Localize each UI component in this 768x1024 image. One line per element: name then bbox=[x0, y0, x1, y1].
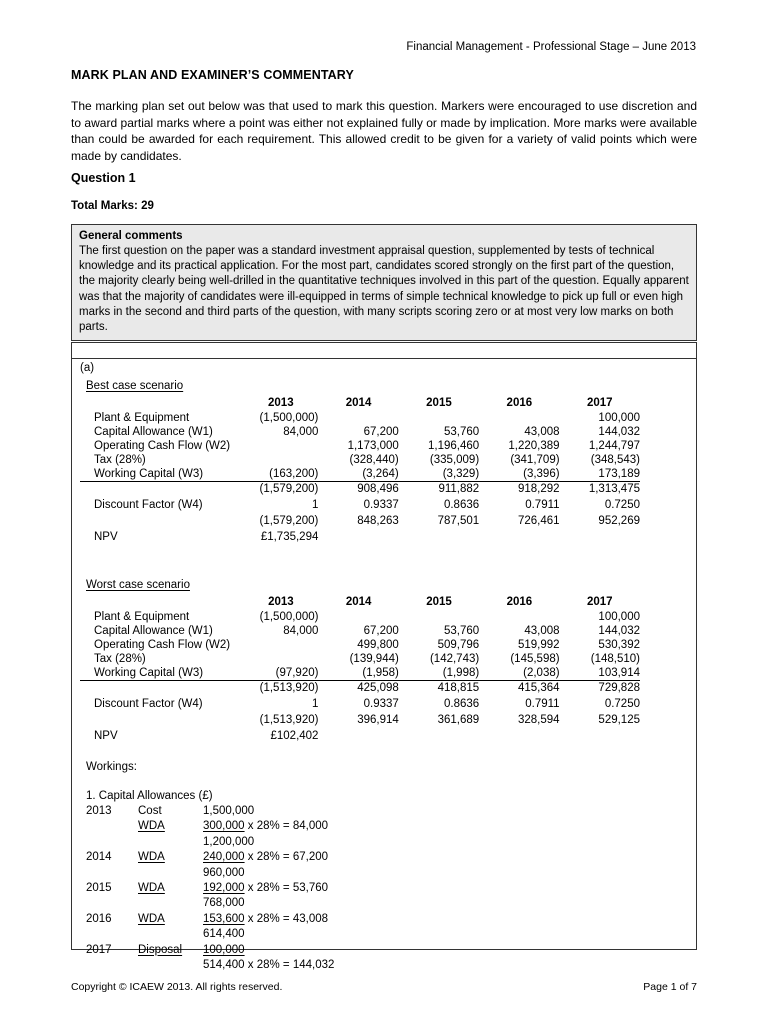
cell-value bbox=[243, 652, 318, 666]
capital-allowances-table bbox=[86, 804, 334, 973]
workings-type-label: WDA bbox=[138, 820, 165, 833]
workings-year bbox=[86, 896, 138, 911]
row-label bbox=[80, 482, 243, 497]
cell-value: 0.7250 bbox=[604, 499, 640, 511]
cell-value: 0.7911 bbox=[525, 698, 560, 710]
row-label bbox=[80, 681, 243, 696]
workings-year: 2014 bbox=[86, 851, 112, 864]
cell-value bbox=[318, 528, 398, 546]
answer-content bbox=[72, 359, 696, 972]
cell-value: 1,313,475 bbox=[560, 482, 640, 497]
best-case-table bbox=[80, 395, 640, 546]
total-marks: Total Marks: 29 bbox=[71, 200, 154, 212]
general-comments-heading: General comments bbox=[79, 230, 183, 242]
workings-type-label: Cost bbox=[138, 805, 162, 817]
cell-value: 415,364 bbox=[479, 681, 559, 696]
year-header-2013: 2013 bbox=[268, 596, 294, 608]
worst-case-heading: Worst case scenario bbox=[86, 579, 190, 591]
workings-row bbox=[86, 896, 334, 911]
workings-type bbox=[138, 912, 203, 927]
table-row bbox=[80, 467, 640, 482]
cell-value: 418,815 bbox=[399, 681, 479, 696]
cell-value: 1,244,797 bbox=[588, 440, 640, 452]
workings-amount: 768,000 bbox=[203, 897, 245, 910]
cell-value: 43,008 bbox=[524, 426, 560, 438]
workings-amount-cell bbox=[203, 896, 334, 911]
workings-type bbox=[138, 819, 203, 834]
worst-case-table bbox=[80, 594, 640, 745]
year-header-2013: 2013 bbox=[268, 397, 294, 409]
cell-value: (148,510) bbox=[590, 653, 640, 665]
cell-value: (145,598) bbox=[510, 653, 560, 665]
workings-amount: 240,000 bbox=[203, 851, 245, 864]
year-header-2015: 2015 bbox=[426, 596, 452, 608]
cell-value: 1,173,000 bbox=[347, 440, 399, 452]
page-title: MARK PLAN AND EXAMINER’S COMMENTARY bbox=[71, 68, 354, 82]
cell-value bbox=[243, 453, 318, 467]
workings-type bbox=[138, 850, 203, 865]
table-row bbox=[80, 727, 640, 745]
cell-value: 328,594 bbox=[518, 714, 560, 726]
cell-value: 0.8636 bbox=[444, 698, 480, 710]
row-label: Capital Allowance (W1) bbox=[94, 625, 213, 637]
table-row bbox=[80, 482, 640, 497]
row-label: Working Capital (W3) bbox=[94, 667, 204, 679]
row-label: Working Capital (W3) bbox=[94, 468, 204, 480]
workings-amount: 192,000 bbox=[203, 882, 245, 895]
workings-w1-title: 1. Capital Allowances (£) bbox=[86, 790, 213, 802]
workings-amount-cell bbox=[203, 866, 334, 881]
row-label bbox=[80, 713, 243, 727]
cell-value bbox=[479, 727, 559, 745]
table-row bbox=[80, 638, 640, 652]
cell-value bbox=[560, 528, 640, 546]
workings-type-label: WDA bbox=[138, 851, 165, 864]
cell-value: £1,735,294 bbox=[260, 531, 319, 543]
cell-value: 0.7250 bbox=[604, 698, 640, 710]
best-case-heading: Best case scenario bbox=[86, 380, 184, 392]
workings-amount-cell bbox=[203, 881, 334, 896]
workings-row bbox=[86, 927, 334, 942]
cell-value: 100,000 bbox=[598, 611, 640, 623]
cell-value: 396,914 bbox=[357, 714, 399, 726]
page-footer bbox=[71, 981, 697, 993]
workings-type bbox=[138, 804, 203, 819]
workings-amount-cell bbox=[203, 819, 334, 834]
cell-value: 53,760 bbox=[444, 625, 480, 637]
workings-amount: 960,000 bbox=[203, 866, 245, 879]
general-comments-box bbox=[71, 224, 697, 341]
cell-value: 144,032 bbox=[598, 426, 640, 438]
cell-value: (328,440) bbox=[349, 454, 399, 466]
workings-amount: 614,400 bbox=[203, 928, 245, 941]
cell-value: 499,800 bbox=[357, 639, 399, 651]
cell-value: (163,200) bbox=[269, 468, 319, 480]
cell-value: 67,200 bbox=[363, 625, 399, 637]
row-label: Plant & Equipment bbox=[94, 412, 190, 424]
row-label: Plant & Equipment bbox=[94, 611, 190, 623]
table-row bbox=[80, 713, 640, 727]
cell-value: (1,513,920) bbox=[243, 681, 318, 696]
workings-amount-cell bbox=[203, 850, 334, 865]
cell-value: 0.9337 bbox=[363, 698, 399, 710]
workings-row bbox=[86, 819, 334, 834]
cell-value: 908,496 bbox=[318, 482, 398, 497]
table-row bbox=[80, 496, 640, 514]
workings-year: 2017 bbox=[86, 943, 112, 956]
cell-value bbox=[243, 439, 318, 453]
cell-value: 103,914 bbox=[598, 667, 640, 679]
table-row bbox=[80, 528, 640, 546]
workings-label: Workings: bbox=[86, 761, 137, 773]
cell-value: 787,501 bbox=[437, 515, 480, 527]
table-row bbox=[80, 411, 640, 425]
workings-calc: x 28% = 53,760 bbox=[244, 882, 329, 895]
table-row bbox=[80, 425, 640, 439]
cell-value: (1,958) bbox=[362, 667, 399, 679]
workings-row bbox=[86, 912, 334, 927]
general-comments-body: The first question on the paper was a standard investment appraisal question, supplemented by tests of technical knowledge and its practical application. For the most part, candidates scored strongly on the first part of the question, the majority clearly being well-drilled in the quantitative techniques involved in this part of the question. Equally apparent was that the majority of candidates were ill-equipped in terms of simple technical knowledge to pick up full or even high marks in the second and third parts of the question, with many scripts scoring zero or at most very low marks on both parts. bbox=[79, 245, 689, 334]
workings-calc: x 28% = 43,008 bbox=[244, 912, 329, 925]
cell-value: 1 bbox=[311, 499, 319, 511]
cell-value: 0.8636 bbox=[443, 499, 480, 511]
workings-row bbox=[86, 866, 334, 881]
answer-box-top-row bbox=[72, 343, 696, 359]
best-case-header-row bbox=[80, 395, 640, 411]
cell-value: (3,264) bbox=[362, 468, 399, 480]
workings-amount-cell bbox=[203, 835, 334, 850]
workings-type bbox=[138, 896, 203, 911]
cell-value: 1 bbox=[312, 698, 319, 710]
cell-value: 1,196,460 bbox=[427, 440, 480, 452]
cell-value: (3,396) bbox=[523, 468, 560, 480]
cell-value: 144,032 bbox=[598, 625, 640, 637]
cell-value bbox=[399, 411, 479, 425]
table-row bbox=[80, 681, 640, 696]
workings-row bbox=[86, 881, 334, 896]
workings-amount-cell bbox=[203, 927, 334, 942]
workings-amount: 514,400 bbox=[203, 959, 245, 972]
cell-value: 529,125 bbox=[598, 714, 640, 726]
cell-value: 726,461 bbox=[517, 515, 560, 527]
cell-value: 43,008 bbox=[524, 625, 560, 637]
table-row bbox=[80, 610, 640, 624]
cell-value: (348,543) bbox=[590, 454, 640, 466]
workings-amount: 100,000 bbox=[203, 943, 245, 956]
table-row bbox=[80, 624, 640, 638]
cell-value: (139,944) bbox=[349, 653, 399, 665]
table-row bbox=[80, 439, 640, 453]
cell-value bbox=[318, 411, 398, 425]
workings-type bbox=[138, 881, 203, 896]
row-label bbox=[80, 514, 243, 528]
workings-year bbox=[86, 835, 138, 850]
year-header-2017: 2017 bbox=[586, 397, 613, 409]
year-header-2016: 2016 bbox=[506, 397, 533, 409]
cell-value bbox=[318, 727, 398, 745]
workings-type-label: WDA bbox=[138, 912, 165, 925]
row-label: Operating Cash Flow (W2) bbox=[94, 440, 231, 452]
table-row bbox=[80, 514, 640, 528]
cell-value: 918,292 bbox=[479, 482, 559, 497]
cell-value: (341,709) bbox=[510, 454, 560, 466]
cell-value: (3,329) bbox=[442, 468, 480, 480]
cell-value: 173,189 bbox=[598, 468, 640, 480]
workings-year: 2016 bbox=[86, 912, 112, 925]
cell-value: (1,579,200) bbox=[243, 482, 318, 497]
cell-value bbox=[479, 411, 559, 425]
workings-type bbox=[138, 835, 203, 850]
table-row bbox=[80, 695, 640, 713]
cell-value bbox=[479, 610, 559, 624]
workings-amount-cell bbox=[203, 958, 334, 973]
workings-row bbox=[86, 850, 334, 865]
row-label: NPV bbox=[94, 531, 118, 543]
cell-value: £102,402 bbox=[270, 730, 319, 742]
cell-value: 509,796 bbox=[437, 639, 480, 651]
workings-amount: 1,200,000 bbox=[203, 835, 255, 848]
table-row bbox=[80, 453, 640, 467]
workings-calc: x 28% = 67,200 bbox=[244, 851, 329, 864]
cell-value: 84,000 bbox=[283, 625, 319, 637]
part-label-a: (a) bbox=[80, 362, 95, 374]
cell-value: 361,689 bbox=[437, 714, 480, 726]
cell-value: (2,038) bbox=[523, 667, 560, 679]
year-header-2016: 2016 bbox=[506, 596, 533, 608]
cell-value bbox=[318, 610, 398, 624]
cell-value: 519,992 bbox=[518, 639, 560, 651]
workings-type bbox=[138, 866, 203, 881]
workings-year bbox=[86, 819, 138, 834]
row-label: Discount Factor (W4) bbox=[94, 698, 203, 710]
workings-calc: x 28% = 144,032 bbox=[244, 959, 335, 972]
cell-value bbox=[560, 727, 640, 745]
workings-type-label: Disposal bbox=[138, 943, 183, 956]
workings-year: 2013 bbox=[86, 805, 112, 817]
workings-year: 2015 bbox=[86, 882, 112, 895]
cell-value bbox=[243, 638, 318, 652]
cell-value: 0.7911 bbox=[525, 499, 560, 511]
workings-row bbox=[86, 943, 334, 958]
answer-box bbox=[71, 342, 697, 972]
workings-amount: 1,500,000 bbox=[203, 805, 255, 817]
cell-value: (142,743) bbox=[429, 653, 480, 665]
workings-year bbox=[86, 866, 138, 881]
row-label: Operating Cash Flow (W2) bbox=[94, 639, 231, 651]
cell-value: 911,882 bbox=[399, 482, 479, 497]
running-head: Financial Management - Professional Stage – June 2013 bbox=[406, 41, 696, 53]
workings-amount-cell bbox=[203, 943, 334, 958]
copyright-text: Copyright © ICAEW 2013. All rights reserved. bbox=[71, 981, 283, 993]
workings-type-label: WDA bbox=[138, 882, 165, 895]
row-label-header bbox=[80, 395, 243, 411]
cell-value: 1,220,389 bbox=[508, 440, 560, 452]
worst-case-header-row bbox=[80, 594, 640, 610]
year-header-2017: 2017 bbox=[586, 596, 613, 608]
cell-value: 100,000 bbox=[598, 412, 640, 424]
workings-type bbox=[138, 958, 203, 973]
workings-row bbox=[86, 835, 334, 850]
cell-value: (1,998) bbox=[442, 667, 480, 679]
cell-value bbox=[399, 727, 479, 745]
intro-paragraph: The marking plan set out below was that used to mark this question. Markers were encouraged to use discretion and to award partial marks where a point was either not explained fully or made by implication. More marks were available than could be awarded for each requirement. This allowed credit to be given for a variety of valid points which were made by candidates. bbox=[71, 99, 697, 163]
row-label: Capital Allowance (W1) bbox=[94, 426, 213, 438]
workings-amount: 300,000 bbox=[203, 820, 245, 833]
workings-type bbox=[138, 927, 203, 942]
year-header-2014: 2014 bbox=[345, 397, 372, 409]
row-label: NPV bbox=[94, 730, 118, 742]
cell-value: 530,392 bbox=[598, 639, 640, 651]
table-row bbox=[80, 666, 640, 681]
workings-amount-cell bbox=[203, 804, 334, 819]
workings-year bbox=[86, 927, 138, 942]
cell-value bbox=[479, 528, 559, 546]
cell-value bbox=[399, 528, 479, 546]
cell-value: 848,263 bbox=[357, 515, 399, 527]
cell-value: 952,269 bbox=[598, 515, 640, 527]
workings-row bbox=[86, 804, 334, 819]
page-number: Page 1 of 7 bbox=[643, 981, 697, 993]
cell-value: (1,500,000) bbox=[259, 611, 319, 623]
row-label: Discount Factor (W4) bbox=[94, 499, 203, 511]
cell-value: (335,009) bbox=[429, 454, 480, 466]
row-label: Tax (28%) bbox=[94, 653, 146, 665]
workings-type bbox=[138, 943, 203, 958]
cell-value: 425,098 bbox=[318, 681, 398, 696]
cell-value: 84,000 bbox=[283, 426, 319, 438]
workings-calc: x 28% = 84,000 bbox=[244, 820, 329, 833]
workings-amount-cell bbox=[203, 912, 334, 927]
cell-value: (1,500,000) bbox=[259, 412, 319, 424]
question-heading: Question 1 bbox=[71, 171, 136, 185]
cell-value bbox=[399, 610, 479, 624]
year-header-2014: 2014 bbox=[345, 596, 372, 608]
cell-value: 729,828 bbox=[560, 681, 640, 696]
workings-year bbox=[86, 958, 138, 973]
year-header-2015: 2015 bbox=[426, 397, 452, 409]
cell-value: (1,513,920) bbox=[259, 714, 319, 726]
row-label-header bbox=[80, 594, 243, 610]
cell-value: (97,920) bbox=[275, 667, 319, 679]
workings-row bbox=[86, 958, 334, 973]
row-label: Tax (28%) bbox=[94, 454, 146, 466]
workings-amount: 153,600 bbox=[203, 912, 245, 925]
cell-value: 53,760 bbox=[443, 426, 480, 438]
cell-value: 67,200 bbox=[363, 426, 399, 438]
cell-value: (1,579,200) bbox=[259, 515, 319, 527]
cell-value: 0.9337 bbox=[363, 499, 399, 511]
table-row bbox=[80, 652, 640, 666]
